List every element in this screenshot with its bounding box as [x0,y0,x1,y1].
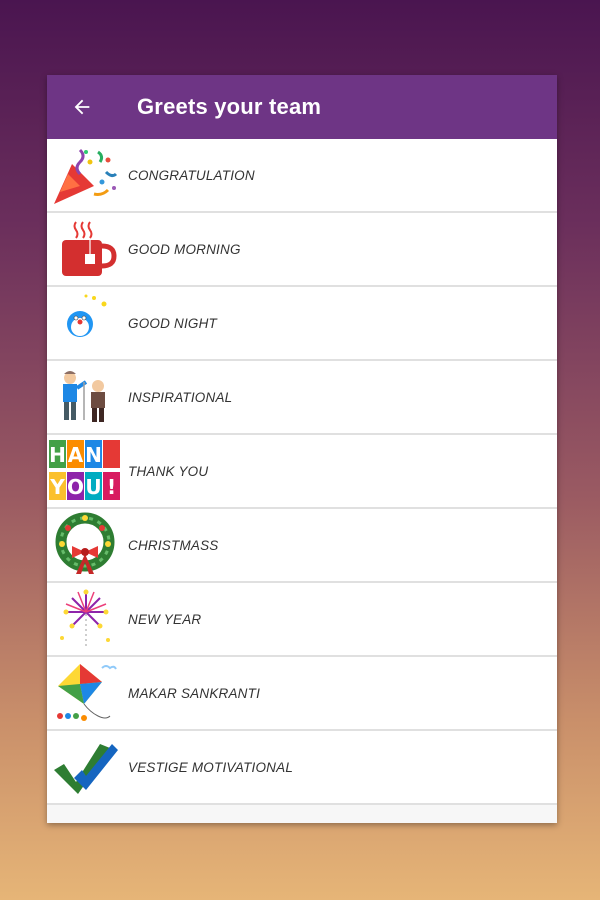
tea-cup-icon [47,214,122,284]
list-item-makar-sankranti[interactable] [47,657,557,731]
list-item-label: GOOD MORNING [128,241,241,257]
cartoon-people-icon [47,362,122,432]
svg-text:A: A [67,443,83,467]
back-button[interactable] [47,75,117,139]
fireworks-icon [47,584,122,654]
list-item-good-night[interactable] [47,287,557,361]
list-item-thank-you[interactable] [47,435,557,509]
greetings-card [47,75,557,823]
list-item-christmass[interactable] [47,509,557,583]
moon-cartoon-icon [47,288,122,358]
page-title: Greets your team [137,94,322,119]
christmas-wreath-icon [47,510,122,580]
list-item-label: THANK YOU [128,463,209,479]
thank-you-letters-icon [47,436,122,506]
list-item-congratulation[interactable] [47,139,557,213]
svg-text:!: ! [106,475,116,499]
svg-text:Y: Y [49,475,65,499]
svg-text:U: U [84,475,102,499]
list-item-label: GOOD NIGHT [128,315,217,331]
svg-text:N: N [84,443,102,467]
list-item-label: INSPIRATIONAL [128,389,233,405]
list-item-vestige-motivational[interactable] [47,731,557,805]
list-item-label: CHRISTMASS [128,537,219,553]
kite-icon [47,658,122,728]
arrow-left-icon [71,96,93,118]
app-bar [47,75,557,139]
list-item-label: NEW YEAR [128,611,202,627]
svg-text:O: O [66,475,84,499]
party-popper-icon [47,140,122,210]
list-item-new-year[interactable] [47,583,557,657]
svg-text:H: H [48,443,66,467]
list-item-inspirational[interactable] [47,361,557,435]
list-item-label: MAKAR SANKRANTI [128,685,261,701]
list-item-good-morning[interactable] [47,213,557,287]
greeting-category-list [47,139,557,805]
list-item-label: VESTIGE MOTIVATIONAL [128,759,294,775]
double-check-logo-icon [47,732,122,802]
list-item-label: CONGRATULATION [128,167,255,183]
